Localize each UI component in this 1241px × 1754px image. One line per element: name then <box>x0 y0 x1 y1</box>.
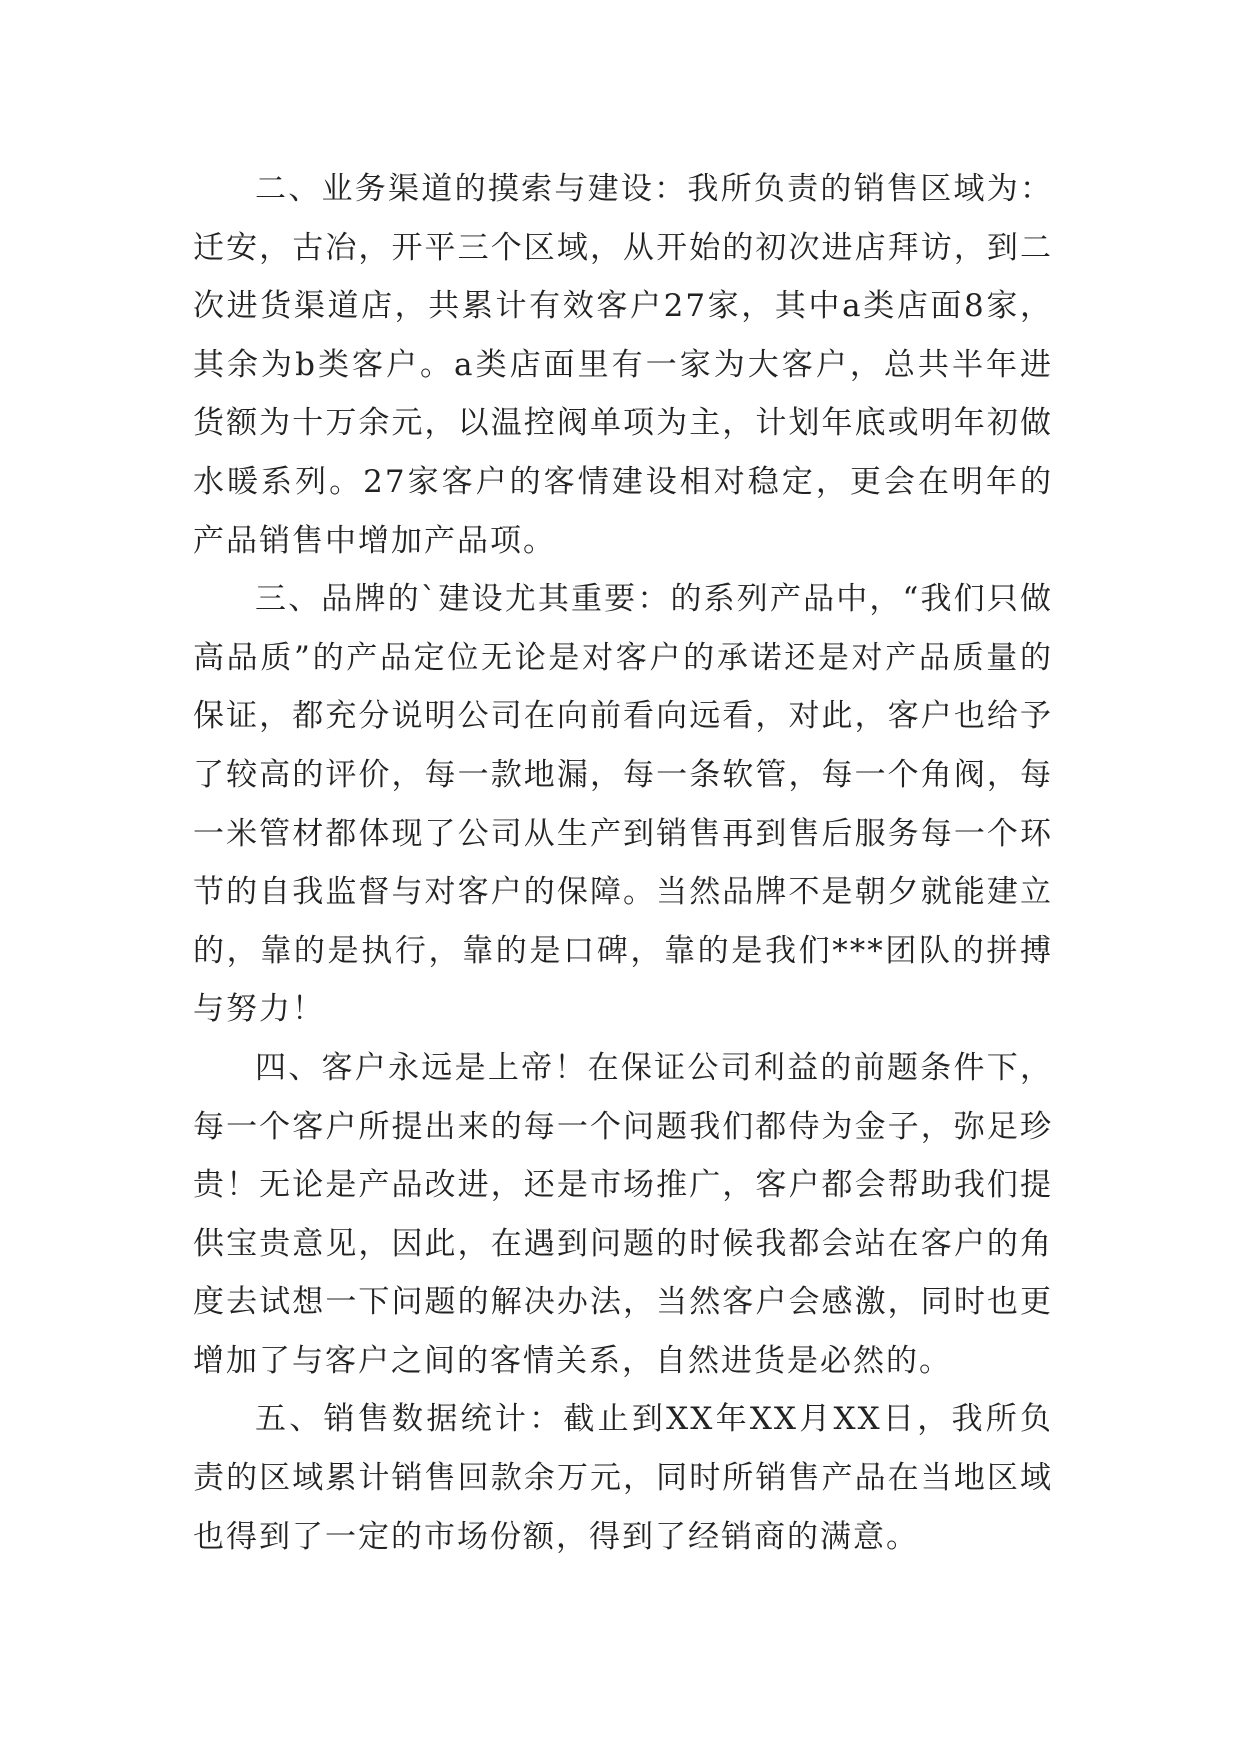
paragraph-channel-building: 二、业务渠道的摸索与建设：我所负责的销售区域为：迁安，古冶，开平三个区域，从开始的初次进店拜访，到二次进货渠道店，共累计有效客户27家，其中a类店面8家，其余为b类客户。a类店面里有一家为大客户，总共半年进货额为十万余元，以温控阀单项为主，计划年底或明年初做水暖系列。27家客户的客情建设相对稳定，更会在明年的产品销售中增加产品项。 <box>193 171 1053 559</box>
paragraph-brand-building: 三、品牌的`建设尤其重要：的系列产品中，“我们只做高品质”的产品定位无论是对客户的承诺还是对产品质量的保证，都充分说明公司在向前看向远看，对此，客户也给予了较高的评价，每一款地漏，每一条软管，每一个角阀，每一米管材都体现了公司从生产到销售再到售后服务每一个环节的自我监督与对客户的保障。当然品牌不是朝夕就能建立的，靠的是执行，靠的是口碑，靠的是我们***团队的拼搏与努力！ <box>193 581 1053 1028</box>
document-body <box>193 160 1053 1566</box>
paragraph-customer-first: 四、客户永远是上帝！在保证公司利益的前题条件下，每一个客户所提出来的每一个问题我们都侍为金子，弥足珍贵！无论是产品改进，还是市场推广，客户都会帮助我们提供宝贵意见，因此，在遇到问题的时候我都会站在客户的角度去试想一下问题的解决办法，当然客户会感激，同时也更增加了与客户之间的客情关系，自然进货是必然的。 <box>193 1049 1053 1379</box>
paragraph-sales-statistics: 五、销售数据统计：截止到XX年XX月XX日，我所负责的区域累计销售回款余万元，同时所销售产品在当地区域也得到了一定的市场份额，得到了经销商的满意。 <box>193 1401 1053 1555</box>
